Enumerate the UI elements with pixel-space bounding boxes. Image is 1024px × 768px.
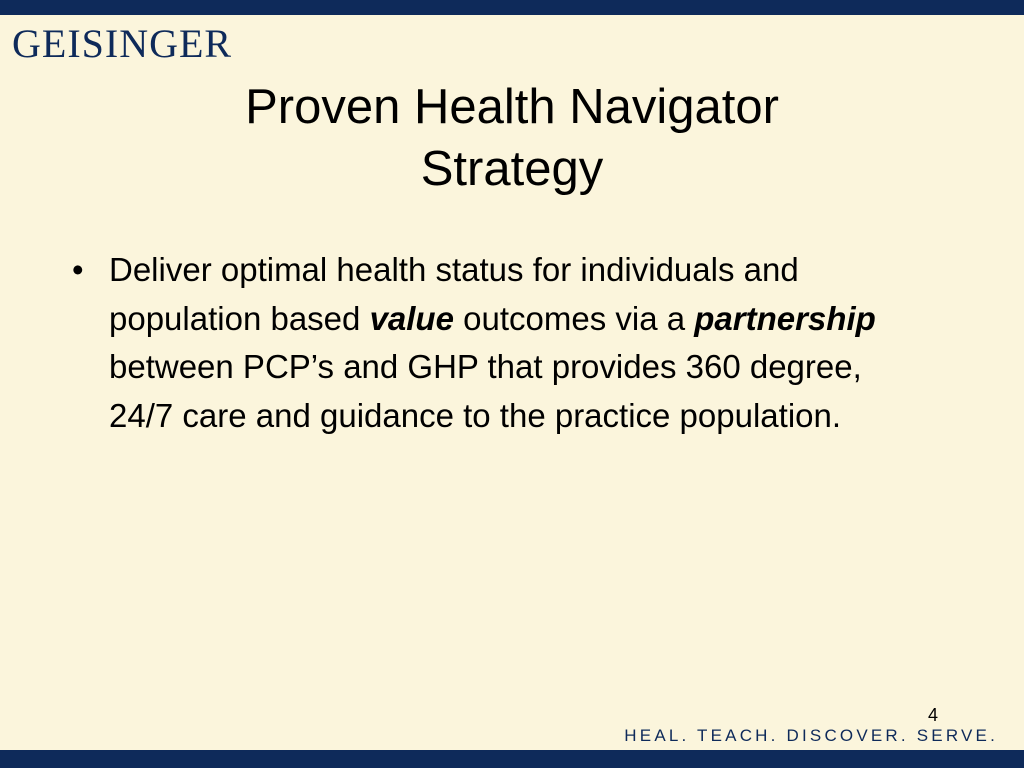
bullet-text: Deliver optimal health status for individuals and population based: [109, 251, 799, 337]
slide-title: [0, 76, 1024, 200]
slide-number: 4: [927, 705, 938, 725]
geisinger-logo: GEISINGER: [12, 21, 233, 66]
bullet-list: [72, 246, 932, 440]
bullet-item: [72, 246, 932, 440]
bottom-accent-bar: [0, 750, 1024, 768]
top-accent-bar: [0, 0, 1024, 15]
bullet-text: outcomes via a: [453, 299, 695, 337]
emphasis-partnership: partnership: [694, 299, 876, 337]
slide-title-line-1: Proven Health Navigator: [245, 80, 779, 134]
emphasis-value: value: [369, 299, 454, 337]
bullet-dot: •: [72, 251, 84, 288]
slide-title-line-2: Strategy: [420, 142, 604, 196]
bullet-text: between PCP’s and GHP that provides 360 degree, 24/7 care and guidance to the practice population.: [109, 348, 862, 434]
footer-tagline: HEAL. TEACH. DISCOVER. SERVE.: [624, 726, 998, 745]
